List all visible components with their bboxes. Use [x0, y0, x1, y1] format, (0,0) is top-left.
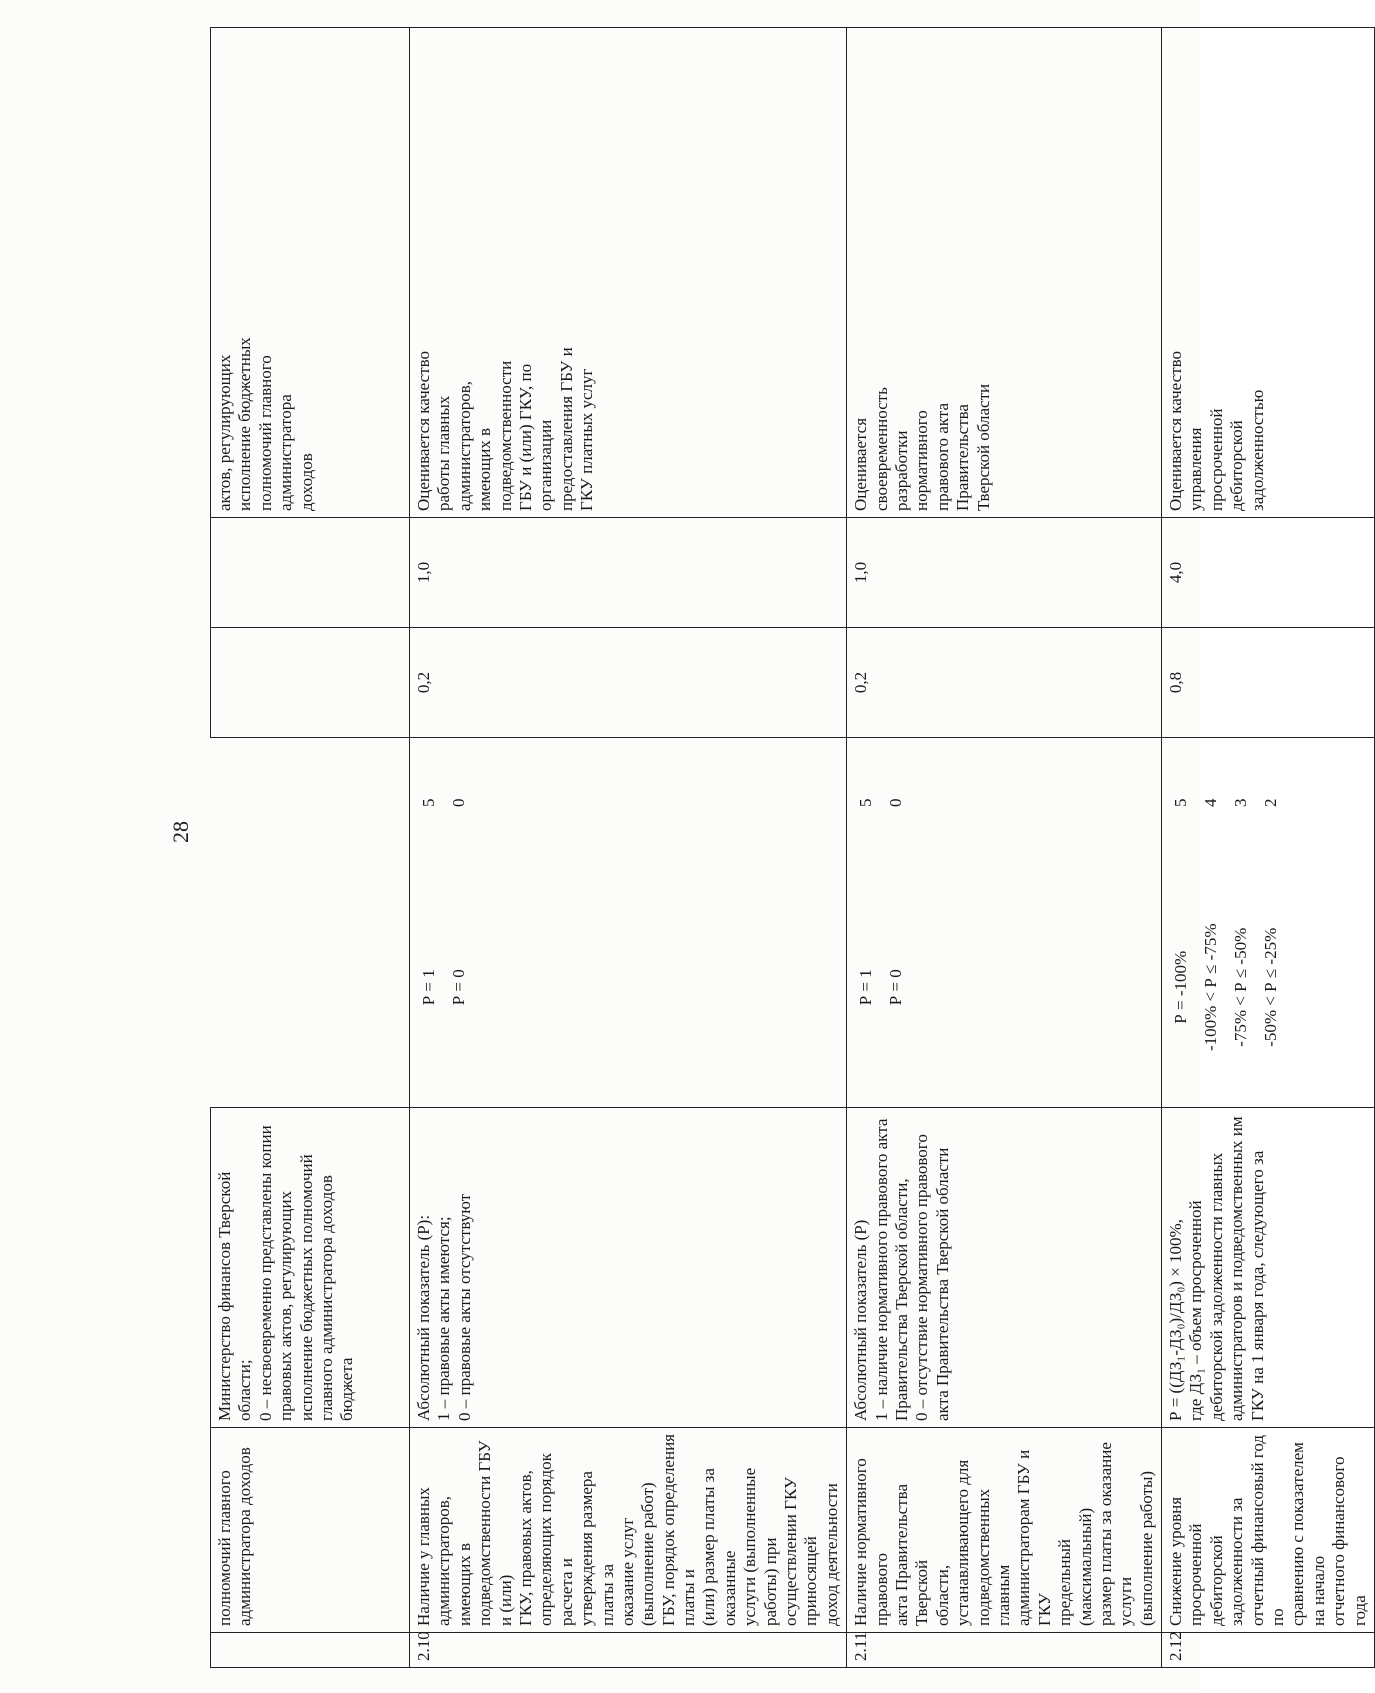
table-row [1162, 28, 1375, 1668]
condition-value: -75% < Р ≤ -50% [1231, 927, 1251, 1047]
weight-cell [410, 628, 847, 738]
method-text: Р = ((ДЗ₁-ДЗ₀)/ДЗ₀) × 100%, где ДЗ₁ – объем просроченной дебиторской задолженности главных администраторов и подведомственных им ГКУ на 1 января года, следующего за [1166, 1116, 1267, 1421]
scores-cell [211, 738, 410, 868]
row-number: 2.11 [851, 1631, 871, 1661]
conditions-cell [847, 868, 1162, 1108]
condition-value: Р = -100% [1171, 950, 1191, 1024]
criterion-cell [1162, 1428, 1375, 1633]
row-number-cell [410, 1633, 847, 1668]
score-value: 4 [1201, 798, 1221, 807]
criterion-text: Снижение уровня просроченной дебиторской задолженности за отчетный финансовый год по сравнению с показателем на начало отчетного финансового года [1166, 1434, 1369, 1626]
max-value: 1,0 [851, 561, 871, 584]
conditions-cell [410, 868, 847, 1108]
scores-cell [410, 738, 847, 868]
comment-cell [847, 28, 1162, 518]
score-value: 0 [886, 798, 906, 807]
criterion-text: полномочий главного администратора доходов [215, 1447, 255, 1626]
condition-value: Р = 1 [419, 969, 438, 1006]
score-value: 5 [1171, 798, 1191, 807]
comment-cell [410, 28, 847, 518]
row-number: 2.10 [414, 1631, 433, 1661]
weight-cell [211, 628, 410, 738]
criterion-cell [847, 1428, 1162, 1633]
page-number: 28 [168, 821, 193, 843]
table-row [847, 28, 1162, 1668]
row-number-cell [847, 1633, 1162, 1668]
conditions-cell [1162, 868, 1375, 1108]
comment-text: Оценивается своевременность разработки нормативного правового акта Правительства Тверской области [851, 383, 993, 511]
score-value: 5 [856, 798, 876, 807]
method-text: Министерство финансов Тверской области; 0 – несвоевременно представлены копии правовых актов, регулирующих исполнение бюджетных полномочий главного администратора доходов бюджета [215, 1125, 357, 1421]
score-value: 2 [1261, 798, 1281, 807]
weight-value: 0,2 [851, 671, 871, 694]
weight-value: 0,2 [414, 671, 433, 694]
max-value: 1,0 [414, 561, 433, 584]
weight-value: 0,8 [1166, 671, 1186, 694]
evaluation-table [210, 27, 1375, 1668]
scores-cell [1162, 738, 1375, 868]
conditions-cell [211, 868, 410, 1108]
condition-value: Р = 0 [449, 969, 468, 1006]
comment-text: Оценивается качество работы главных администраторов, имеющих в подведомственности ГБУ и (или) ГКУ, по организации предоставления ГБУ и ГКУ платных услуг [414, 347, 597, 511]
method-text: Абсолютный показатель (Р): 1 – правовые акты имеются; 0 – правовые акты отсутствуют [414, 1193, 474, 1421]
max-cell [847, 518, 1162, 628]
max-cell [211, 518, 410, 628]
max-cell [410, 518, 847, 628]
row-number: 2.12 [1166, 1631, 1186, 1661]
score-value: 0 [449, 798, 468, 807]
criterion-text: Наличие у главных администраторов, имеющих в подведомственности ГБУ и (или) ГКУ, правовых актов, определяющих порядок расчета и утверждения размера платы за оказание услуг (выполнение работ) ГБУ, порядок определения платы и (или) размер платы за оказанные услуги (выполненные работы) при осуществлении ГКУ приносящей доход деятельности [414, 1434, 841, 1626]
method-cell [410, 1108, 847, 1428]
weight-cell [847, 628, 1162, 738]
scores-cell [847, 738, 1162, 868]
method-cell [1162, 1108, 1375, 1428]
table-row [410, 28, 847, 1668]
comment-cell [1162, 28, 1375, 518]
comment-cell [211, 28, 410, 518]
condition-value: -50% < Р ≤ -25% [1261, 927, 1281, 1047]
weight-cell [1162, 628, 1375, 738]
condition-value: Р = 0 [886, 969, 906, 1006]
criterion-cell [211, 1428, 410, 1633]
table-row-continuation [211, 28, 410, 1668]
score-value: 3 [1231, 798, 1251, 807]
condition-value: Р = 1 [856, 969, 876, 1006]
criterion-cell [410, 1428, 847, 1633]
score-value: 5 [419, 798, 438, 807]
method-text: Абсолютный показатель (Р) 1 – наличие нормативного правового акта Правительства Тверской области, 0 – отсутствие нормативного правового акта Правительства Тверской области [851, 1118, 952, 1421]
method-cell [847, 1108, 1162, 1428]
condition-value: -100% < Р ≤ -75% [1201, 923, 1221, 1052]
method-cell [211, 1108, 410, 1428]
max-cell [1162, 518, 1375, 628]
row-number-cell [211, 1633, 410, 1668]
criterion-text: Наличие нормативного правового акта Правительства Тверской области, устанавливающего для подведомственных главным администраторам ГБУ и ГКУ предельный (максимальный) размер платы за оказание услуги (выполнение работы) [851, 1442, 1156, 1626]
max-value: 4,0 [1166, 561, 1186, 584]
comment-text: актов, регулирующих исполнение бюджетных полномочий главного администратора доходов [215, 337, 316, 511]
row-number-cell [1162, 1633, 1375, 1668]
comment-text: Оценивается качество управления просроченной дебиторской задолженностью [1166, 350, 1267, 511]
